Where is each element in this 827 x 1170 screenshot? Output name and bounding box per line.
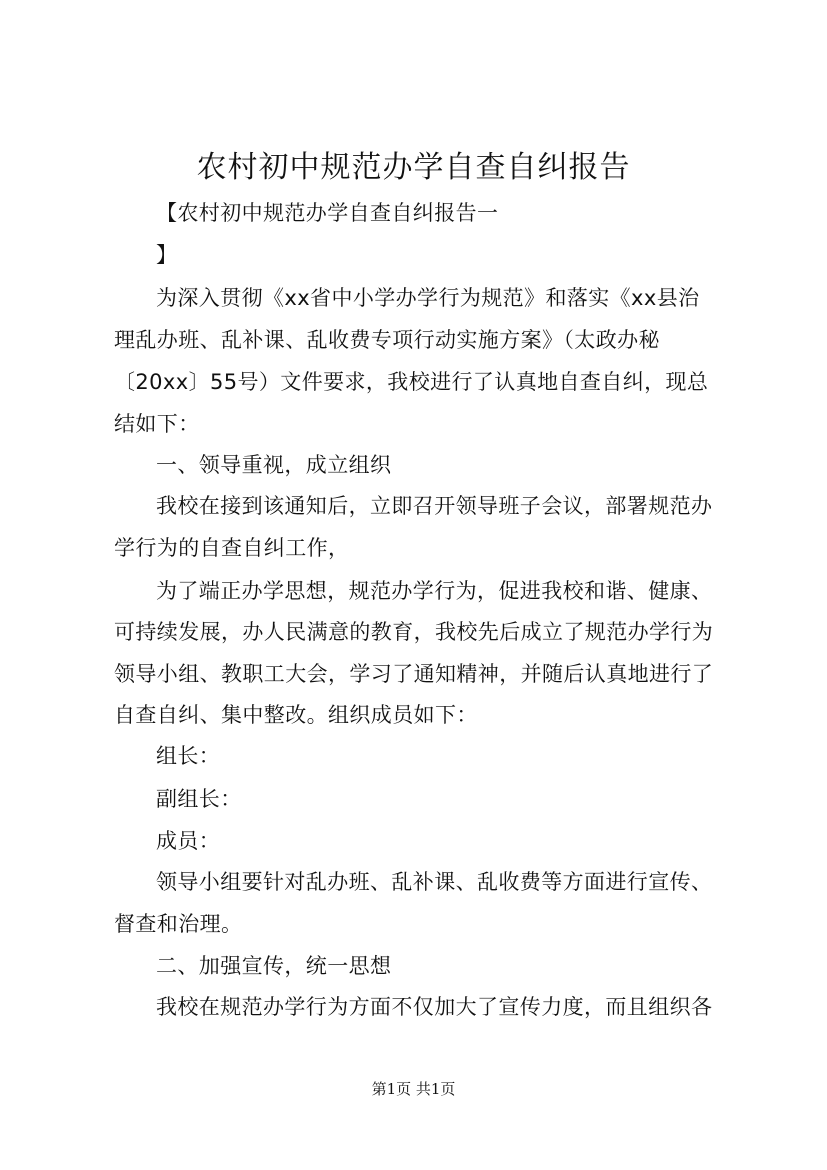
section-heading-1: 一、领导重视，成立组织: [156, 453, 392, 477]
paragraph-4-line-1: 领导小组要针对乱办班、乱补课、乱收费等方面进行宣传、: [156, 870, 713, 894]
paragraph-1-line-4: 结如下：: [114, 412, 200, 436]
document-title: 农村初中规范办学自查自纠报告: [196, 150, 631, 185]
page-footer: 第1页 共1页: [371, 1080, 456, 1098]
paragraph-2-line-2: 学行为的自查自纠工作，: [114, 536, 350, 560]
section-heading-2: 二、加强宣传，统一思想: [156, 954, 392, 978]
paragraph-2-line-1: 我校在接到该通知后，立即召开领导班子会议，部署规范办: [156, 494, 713, 518]
paragraph-3-line-2: 可持续发展，办人民满意的教育，我校先后成立了规范办学行为: [114, 620, 714, 644]
paragraph-1-line-2: 理乱办班、乱补课、乱收费专项行动实施方案》（太政办秘: [114, 328, 660, 352]
paragraph-3-line-1: 为了端正办学思想，规范办学行为，促进我校和谐、健康、: [156, 579, 713, 603]
subtitle-line-2: 】: [156, 243, 178, 267]
paragraph-1-line-1: 为深入贯彻《xx省中小学办学行为规范》和落实《xx县治: [156, 286, 700, 310]
paragraph-1-line-3: 〔20xx〕55号）文件要求，我校进行了认真地自查自纠，现总: [114, 370, 709, 394]
paragraph-3-line-3: 领导小组、教职工大会，学习了通知精神，并随后认真地进行了: [114, 662, 714, 686]
paragraph-3-line-4: 自查自纠、集中整改。组织成员如下：: [114, 703, 478, 727]
member-leader-line: 组长：: [156, 744, 221, 768]
member-deputy-leader-line: 副组长：: [156, 787, 242, 811]
subtitle-line-1: 【农村初中规范办学自查自纠报告一: [156, 201, 499, 225]
paragraph-4-line-2: 督查和治理。: [114, 912, 243, 936]
member-list-line: 成员：: [156, 829, 221, 853]
paragraph-5-line-1: 我校在规范办学行为方面不仅加大了宣传力度，而且组织各: [156, 995, 713, 1019]
